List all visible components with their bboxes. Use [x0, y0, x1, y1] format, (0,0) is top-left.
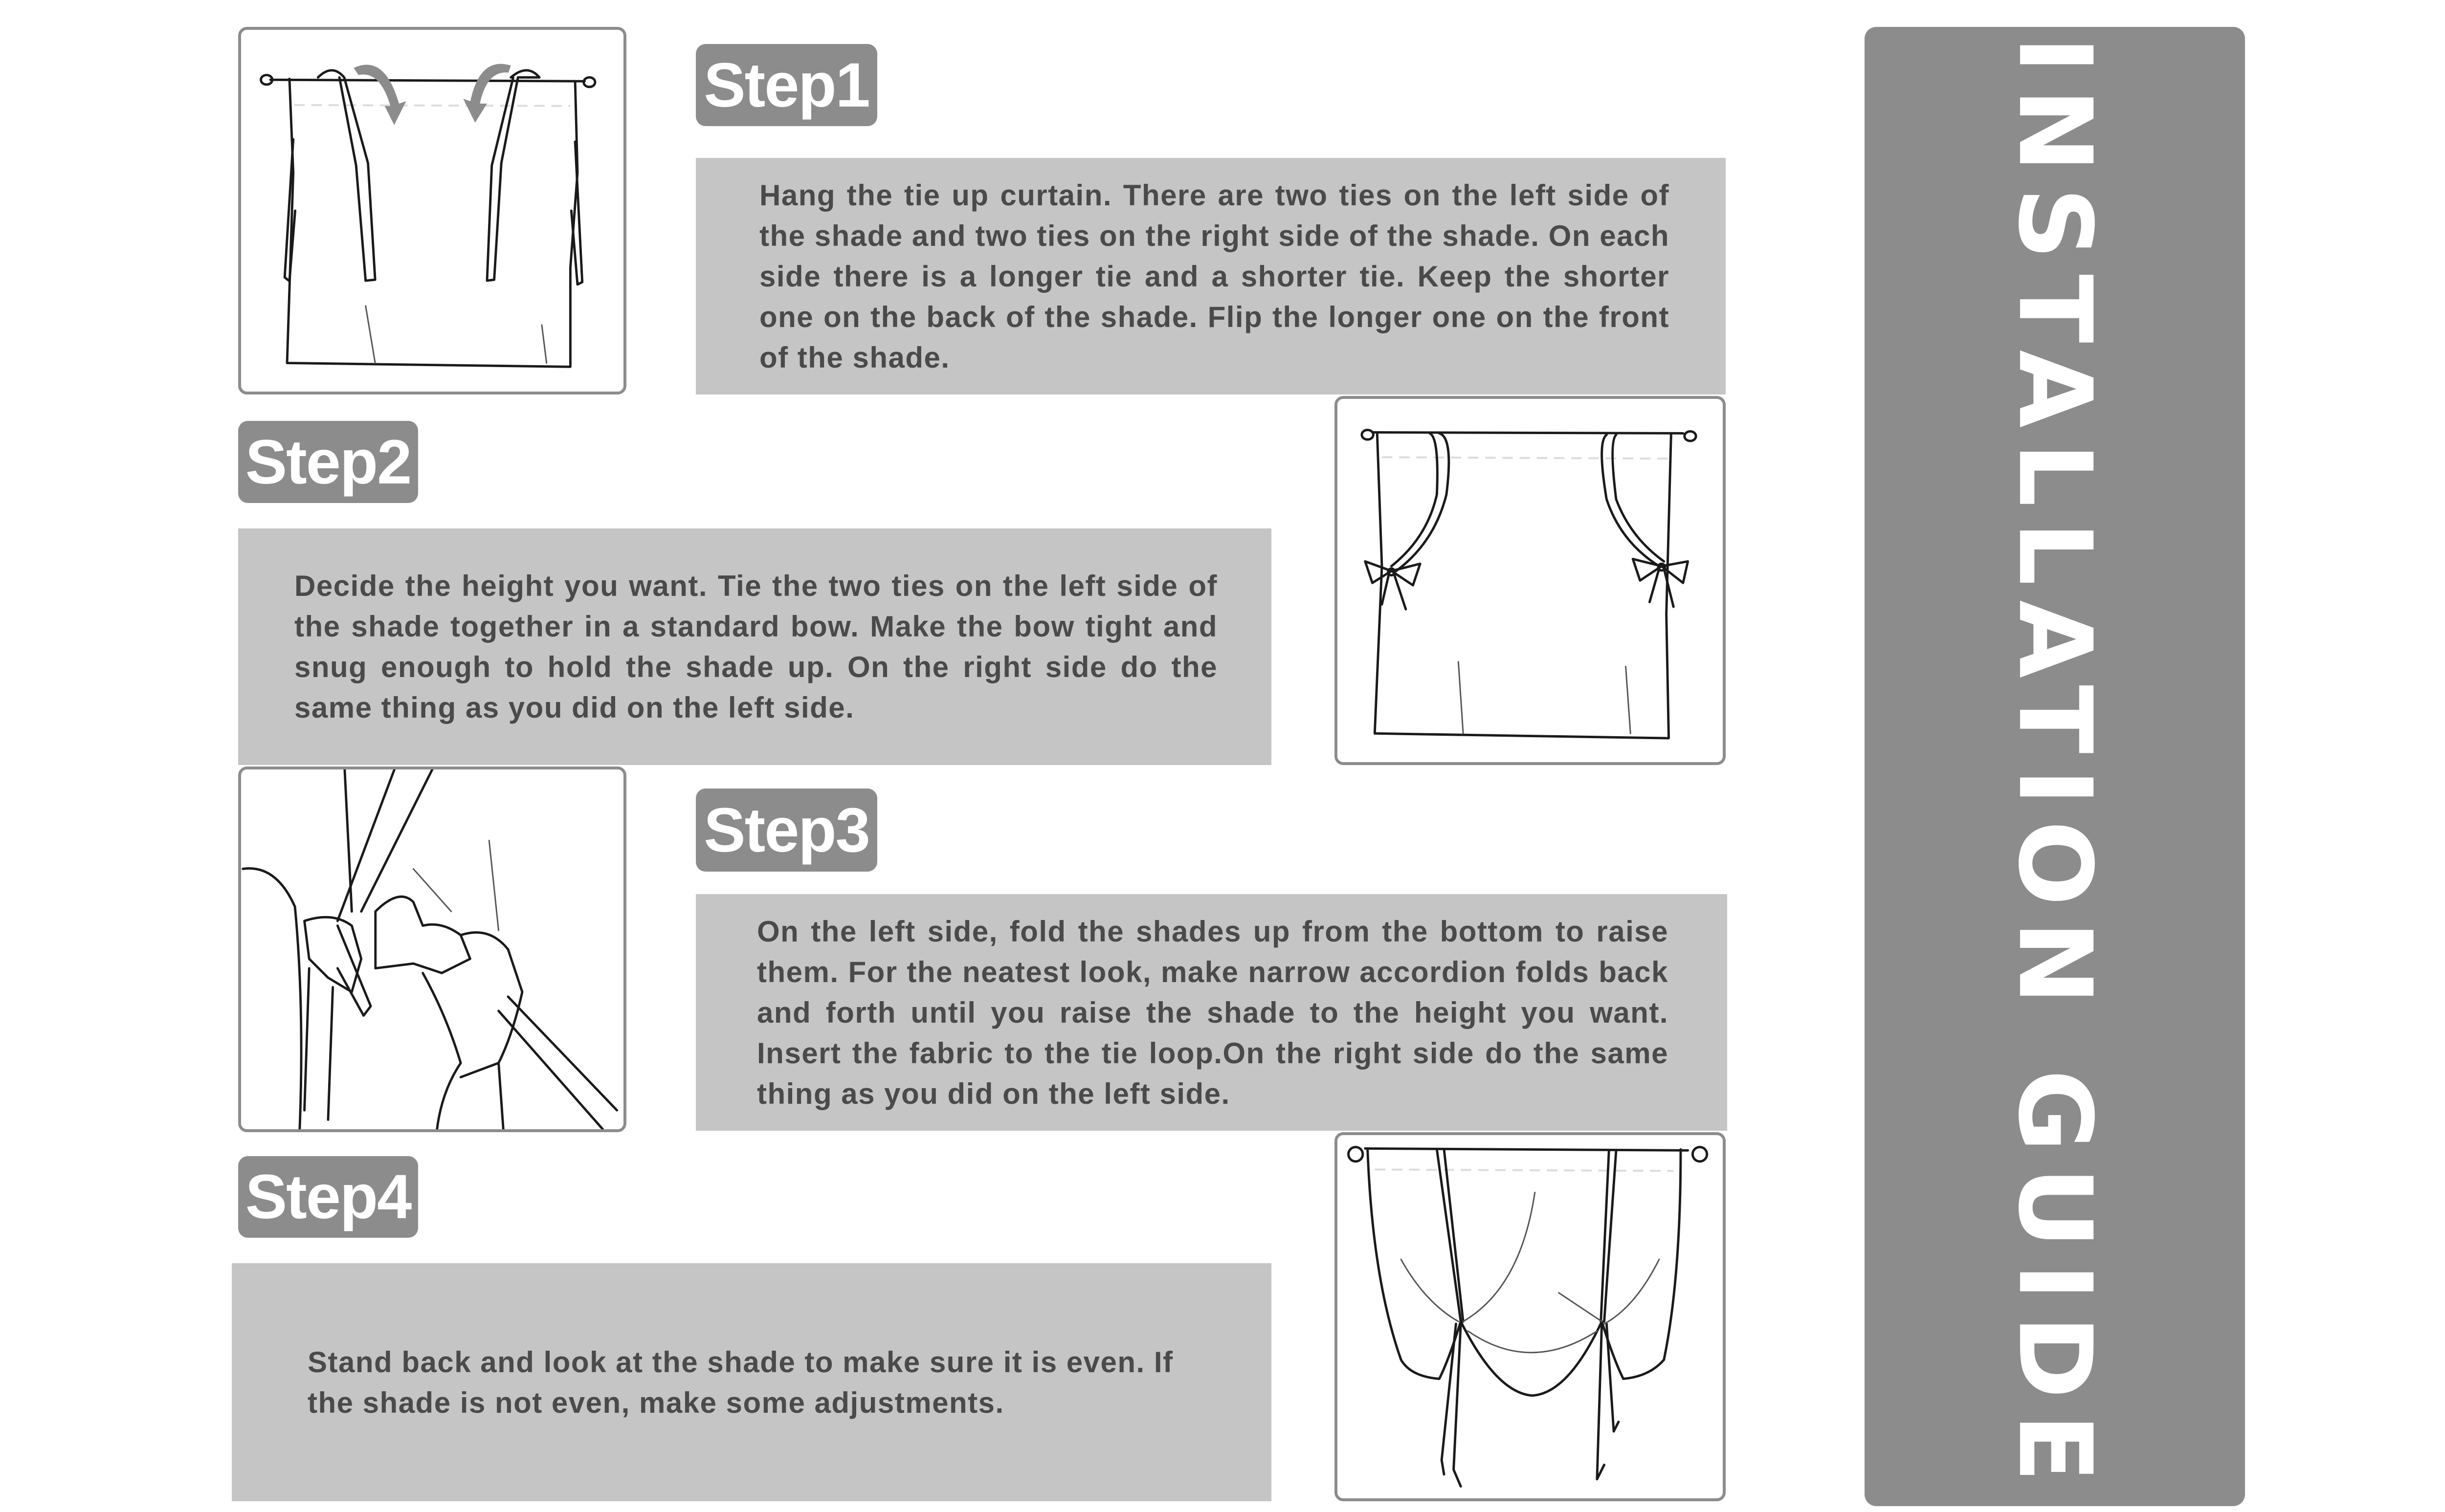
step3-text: On the left side, fold the shades up from the bottom to raise them. For the neatest look, make narrow accordion folds back and forth until you raise the shade to the height you want. Insert the fabric to the tie loop.On the right side do the same thing as you did on the left side. [757, 915, 1668, 1110]
step1-label: Step1 [704, 50, 869, 120]
step2-badge [238, 421, 418, 503]
installation-guide-title: INSTALLATION GUIDE [1996, 36, 2113, 1497]
step4-illustration [1334, 1132, 1726, 1501]
step4-text: Stand back and look at the shade to make sure it is even. If the shade is not even, make some adjustments. [308, 1345, 1174, 1419]
curtain-with-bows-icon [1337, 399, 1723, 762]
bow-icon [1633, 559, 1688, 607]
step4-textbox [232, 1263, 1271, 1501]
step1-illustration [238, 27, 626, 394]
step3-label: Step3 [704, 795, 869, 865]
installation-guide-panel [1865, 27, 2245, 1506]
step4-badge [238, 1156, 418, 1238]
bow-icon [1365, 561, 1420, 609]
step4-label: Step4 [245, 1162, 411, 1232]
step2-label: Step2 [245, 427, 411, 497]
step1-text: Hang the tie up curtain. There are two ties on the left side of the shade and two ties on the right side of the shade. On each side there is a longer tie and a shorter tie. Keep the shorter one on the back of the shade. Flip the longer one on the front of the shade. [759, 178, 1669, 374]
step2-illustration [1334, 396, 1726, 765]
hands-folding-fabric-icon [241, 769, 623, 1129]
curved-arrow-icon [354, 65, 406, 125]
raised-tie-up-shade-icon [1337, 1135, 1723, 1498]
step2-textbox [238, 528, 1271, 765]
step1-badge [696, 44, 877, 126]
step3-textbox [696, 894, 1727, 1131]
step1-textbox [696, 158, 1726, 394]
step2-text: Decide the height you want. Tie the two ties on the left side of the shade together in a standard bow. Make the bow tight and snug enough to hold the shade up. On the right side do the same thing as you did on the left side. [294, 570, 1218, 724]
curtain-with-ties-flipped-front-icon [241, 30, 623, 392]
step3-illustration [238, 767, 626, 1132]
step3-badge [696, 789, 877, 872]
